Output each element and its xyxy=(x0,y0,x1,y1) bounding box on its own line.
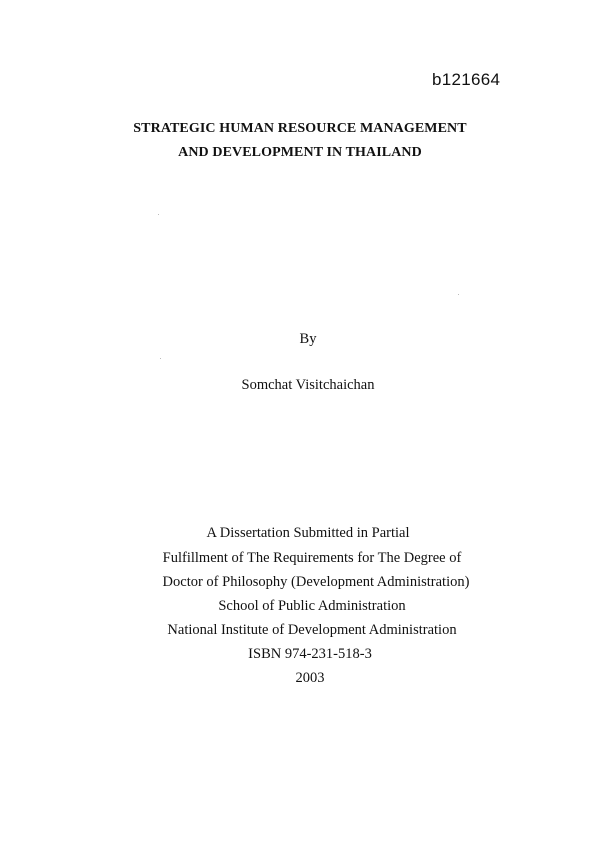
author-name: Somchat Visitchaichan xyxy=(241,377,375,393)
title-line-2: AND DEVELOPMENT IN THAILAND xyxy=(178,145,422,160)
scan-speck xyxy=(458,294,459,295)
scan-speck xyxy=(160,358,161,359)
description-line: Fulfillment of The Requirements for The Degree of xyxy=(162,550,462,566)
title-line-1: STRATEGIC HUMAN RESOURCE MANAGEMENT xyxy=(133,121,467,136)
description-line: A Dissertation Submitted in Partial xyxy=(206,525,410,541)
call-number: b121664 xyxy=(432,70,501,89)
degree-line: Doctor of Philosophy (Development Administration) xyxy=(162,574,470,590)
by-label: By xyxy=(299,331,317,347)
school-line: School of Public Administration xyxy=(218,598,406,614)
year-line: 2003 xyxy=(295,670,325,686)
scan-speck xyxy=(158,214,159,215)
institute-line: National Institute of Development Administration xyxy=(167,622,457,638)
isbn-line: ISBN 974-231-518-3 xyxy=(248,646,372,662)
